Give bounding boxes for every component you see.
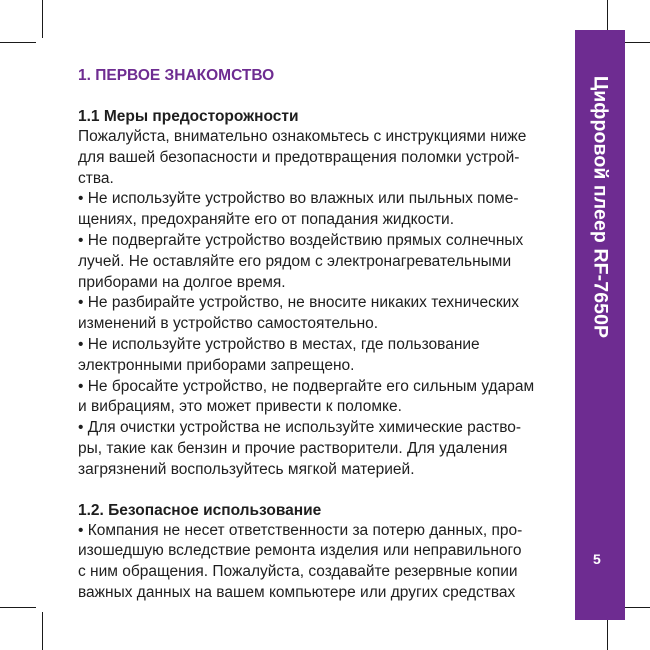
subsection-title-precautions: 1.1 Меры предосторожности [78, 108, 299, 125]
body-line: изменений в устройство самостоятельно. [78, 315, 379, 333]
safe-use-body [78, 521, 560, 604]
page-number: 5 [593, 551, 601, 567]
page-content [78, 66, 560, 604]
body-line: • Не подвергайте устройство воздействию прямых солнечных [78, 231, 524, 249]
body-line: • Не используйте устройство в местах, где пользование [78, 335, 480, 353]
body-line: лучей. Не оставляйте его рядом с электронагревательными [78, 252, 512, 270]
body-line: • Компания не несет ответственности за потерю данных, про- [78, 521, 523, 539]
body-line: важных данных на вашем компьютере или других средствах [78, 583, 516, 601]
precautions-body [78, 127, 560, 481]
section-title: 1. ПЕРВОЕ ЗНАКОМСТВО [78, 67, 275, 84]
body-line: загрязнений воспользуйтесь мягкой материей. [78, 460, 415, 478]
body-line: • Не разбирайте устройство, не вносите никаких технических [78, 294, 520, 312]
body-line: для вашей безопасности и предотвращения поломки устрой- [78, 148, 520, 166]
crop-mark [42, 0, 43, 38]
body-line: щениях, предохраняйте его от попадания жидкости. [78, 211, 455, 229]
crop-mark [0, 42, 36, 43]
body-line: ства. [78, 169, 114, 187]
subsection-title-safe-use: 1.2. Безопасное использование [78, 501, 322, 519]
body-line: ры, такие как бензин и прочие растворители. Для удаления [78, 439, 508, 457]
body-line: • Для очистки устройства не используйте химические раство- [78, 419, 522, 437]
body-line: • Не бросайте устройство, не подвергайте его сильным ударам [78, 377, 535, 395]
body-line: • Не используйте устройство во влажных или пыльных поме- [78, 190, 519, 208]
body-line: изошедшую вследствие ремонта изделия или неправильного [78, 542, 522, 560]
body-line: приборами на долгое время. [78, 273, 286, 291]
crop-mark [0, 607, 36, 608]
body-line: и вибрациям, это может привести к поломке. [78, 398, 402, 416]
sidebar-title: Цифровой плеер RF-7650P [589, 75, 612, 339]
body-line: Пожалуйста, внимательно ознакомьтесь с инструкциями ниже [78, 128, 527, 145]
body-line: электронными приборами запрещено. [78, 356, 355, 374]
body-line: с ним обращения. Пожалуйста, создавайте резервные копии [78, 563, 518, 581]
crop-mark [42, 612, 43, 650]
